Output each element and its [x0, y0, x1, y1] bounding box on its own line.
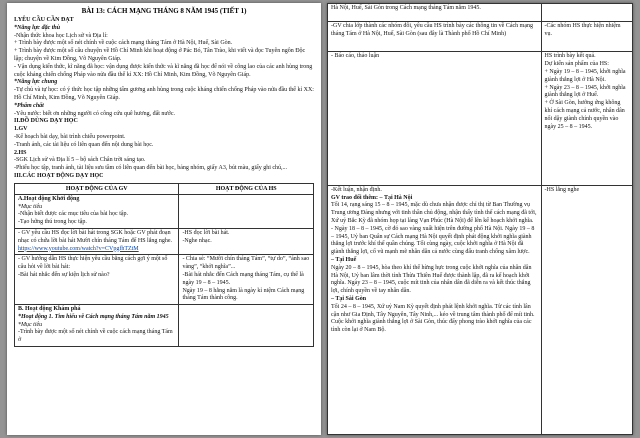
- text-line: Ngày 20 – 8 – 1945, hòa theo khí thế hừng hực trong cuộc khởi nghĩa của nhân dân Hà Nội, Uỷ ban lâm thời tỉnh Thừa Thiên Huế được thành lập, đã ra kế hoạch khởi nghĩa. Ngày 23 – 8 – 1945, cuộc mít tinh của nhân dân đã diễn ra và kết thúc thắng lợi, chính quyền về tay nhân dân.: [331, 264, 532, 295]
- cell-gv: [15, 228, 179, 254]
- text-line: *Năng lực chung: [14, 79, 58, 86]
- text-line: -SGK Lịch sử và Địa lí 5 – bộ sách Chân trời sáng tạo.: [14, 157, 146, 164]
- text-line: – Tại Sài Gòn: [331, 296, 367, 303]
- text-line: -Nhận thức khoa học Lịch sử và Địa lí:: [14, 32, 108, 39]
- table-row: [15, 305, 314, 347]
- text-line: GV trao đổi thêm: – Tại Hà Nội: [331, 194, 413, 201]
- text-line: *Mục tiêu: [18, 321, 43, 328]
- cell-gv: [15, 255, 179, 305]
- cell-gv: [15, 305, 179, 347]
- cell-gv: [328, 185, 542, 434]
- text-line: -Yêu nước: biết ơn những người có công cứu quê hương, đất nước.: [14, 110, 176, 117]
- document-page-right: [327, 3, 633, 435]
- cell-hs: [179, 305, 314, 347]
- header-hs: HOẠT ĐỘNG CỦA HS: [179, 183, 314, 194]
- text-line: -HS đọc lời bài hát.: [182, 229, 230, 236]
- text-line: A.Hoạt động Khởi động: [18, 195, 80, 202]
- text-line: + Ngày 23 – 8 – 1945, khởi nghĩa giành thắng lợi ở Huế.: [544, 84, 626, 99]
- text-line: 1.GV: [14, 126, 28, 133]
- table-row: [15, 194, 314, 228]
- text-line: B. Hoạt động Khám phá: [18, 306, 81, 313]
- cell-hs: [179, 194, 314, 228]
- document-page-left: [7, 3, 321, 435]
- text-line: *Năng lực đặc thù: [14, 24, 61, 31]
- text-line: -Kế hoạch bài dạy, bài trình chiếu powerpoint.: [14, 133, 126, 140]
- text-line: Ngày 19 – 8 hằng năm là ngày kỉ niệm Cách mạng tháng Tám thành công.: [182, 287, 305, 302]
- text-line: – Tại Huế: [331, 257, 357, 264]
- text-line: *Phẩm chất: [14, 102, 44, 109]
- text-line: Hà Nội, Huế, Sài Gòn trong Cách mạng tháng Tám năm 1945.: [331, 5, 481, 11]
- youtube-link[interactable]: https://www.youtube.com/watch?v=CVpgfhTZtM: [18, 245, 139, 252]
- text-line: III.CÁC HOẠT ĐỘNG DẠY HỌC: [14, 172, 104, 179]
- text-line: -Tạo hứng thú trong học tập.: [18, 219, 87, 226]
- cell-hs: [541, 185, 633, 434]
- text-line: -GV chia lớp thành các nhóm đôi, yêu cầu HS trình bày các thông tin về Cách mạng tháng Tám ở Hà Nội, Huế, Sài Gòn (sau đây là Thành phố Hồ Chí Minh): [331, 22, 534, 37]
- text-line: -Tự chủ và tự học: có ý thức học tập những tấm gương anh hùng trong cuộc kháng chiến chống Pháp vào nửa đầu thế kỉ XX: Hồ Chí Minh, Kim Đồng, Võ Nguyên Giáp.: [14, 87, 314, 101]
- header-gv: HOẠT ĐỘNG CỦA GV: [15, 183, 179, 194]
- table-row: [328, 4, 633, 22]
- text-line: *Hoạt động 1. Tìm hiểu về Cách mạng tháng Tám năm 1945: [18, 313, 169, 320]
- cell-gv: [328, 52, 542, 185]
- text-line: -HS lắng nghe: [544, 186, 580, 193]
- text-line: -Trình bày được một số nét chính về cuộc cách mạng tháng Tám ở: [18, 329, 173, 344]
- lesson-intro-blocks: [14, 17, 314, 181]
- table-row: [328, 52, 633, 185]
- lesson-title: BÀI 13: CÁCH MẠNG THÁNG 8 NĂM 1945 (TIẾT 1): [81, 7, 247, 15]
- text-line: 2.HS: [14, 149, 27, 156]
- text-line: - GV hướng dẫn HS thực hiện yêu cầu bằng cách gợi ý một số câu hỏi về lời bài hát:: [18, 256, 168, 271]
- cell-hs: [541, 4, 633, 22]
- table-row: [15, 228, 314, 254]
- text-line: - Chia sẻ: “Mười chín tháng Tám”, “tự do”, “ánh sao vàng”, “khởi nghĩa”...: [182, 256, 310, 271]
- cell-hs: [179, 255, 314, 305]
- text-line: - Báo cáo, thảo luận: [331, 53, 380, 60]
- text-line: -Nghe nhạc.: [182, 237, 212, 244]
- text-line: HS trình bày kết quả.: [544, 53, 596, 60]
- activities-table-continued: [327, 3, 633, 435]
- text-line: Dự kiến sản phẩm của HS:: [544, 61, 609, 68]
- text-line: -Kết luận, nhận định.: [331, 186, 382, 193]
- text-line: - GV yêu cầu HS đọc lời bài hát trong SGK hoặc GV phát đoạn nhạc có chứa lời bài hát Mười chín tháng Tám để HS lắng nghe.: [18, 229, 173, 244]
- table-row: [15, 255, 314, 305]
- text-line: II.ĐỒ DÙNG DẠY HỌC: [14, 118, 78, 125]
- table-row: [328, 185, 633, 434]
- text-line: - Vận dụng kiến thức, kĩ năng đã học: vận dụng được kiến thức và kĩ năng đã học để nói về công lao của các anh hùng trong cuộc kháng chiến chống Pháp vào nửa đầu thế kỉ XX: Hồ Chí Minh, Kim Đồng, Võ Nguyên Giáp.: [14, 63, 313, 78]
- text-line: -Bài hát nhắc đến Cách mạng tháng Tám, cụ thể là ngày 19 – 8 – 1945.: [182, 271, 304, 286]
- cell-hs: [541, 21, 633, 52]
- cell-gv: [15, 194, 179, 228]
- text-line: -Bài hát nhắc đến sự kiện lịch sử nào?: [18, 271, 110, 278]
- text-line: + Ở Sài Gòn, hưởng ứng không khí cách mạng cả nước, nhân dân nổi dậy giành chính quyền vào ngày 25 – 8 – 1945.: [544, 100, 625, 130]
- text-line: -Phiếu học tập, tranh ảnh, tài liệu sưu tầm có liên quan đến bài học, bảng nhóm, giấy A3, bút màu, giấy ghi chú,...: [14, 165, 288, 172]
- text-line: Tối 24 – 8 – 1945, Xứ uỷ Nam Kỳ quyết định phát lệnh khởi nghĩa. Từ các tỉnh lân cận như Gia Định, Tây Nguyên, Tây Ninh,... kéo về trung tâm thành phố để mít tinh. Cuộc khởi nghĩa giành thắng lợi ở Sài Gòn, thúc đẩy phong trào khởi nghĩa của các tỉnh còn lại ở Nam Bộ.: [331, 303, 535, 334]
- text-line: Tối 14, rạng sáng 15 – 8 – 1945, mặc dù chưa nhận được chỉ thị từ Ban Thường vụ Trung ương Đảng nhưng với tinh thần chủ động, nhận thấy tình thế cách mạng đã tới, Xứ uỷ Bắc Kỳ đã nhóm họp tại làng Vạn Phúc (Hà Nội) để lên kế hoạch khởi nghĩa.: [331, 202, 537, 225]
- text-line: I.YÊU CẦU CẦN ĐẠT: [14, 17, 74, 23]
- text-line: -Nhận biết được các mục tiêu của bài học tập.: [18, 211, 129, 218]
- text-line: -Các nhóm HS thực hiện nhiệm vụ.: [544, 22, 621, 37]
- text-line: -Tranh ảnh, các tài liệu có liên quan đến nội dung bài học.: [14, 141, 154, 148]
- activities-table: [14, 183, 314, 347]
- cell-gv: [328, 4, 542, 22]
- text-line: + Trình bày được một số nét chính về cuộc cách mạng tháng Tám ở Hà Nội, Huế, Sài Gòn.: [14, 40, 233, 47]
- text-line: *Mục tiêu: [18, 203, 43, 210]
- table-row: [328, 21, 633, 52]
- text-line: + Ngày 19 – 8 – 1945, khởi nghĩa giành thắng lợi ở Hà Nội.: [544, 69, 626, 83]
- cell-hs: [179, 228, 314, 254]
- text-line: - Ngày 18 – 8 – 1945, cờ đỏ sao vàng xuất hiện trên đường phố Hà Nội. Ngày 19 – 8 – 1945, Uỷ ban Quân sự Cách mạng Hà Nội quyết định phát động khởi nghĩa giành thắng lợi trước khí thế quần chúng. Tối cùng ngày, cuộc khởi nghĩa ở Hà Nội đã giành thắng lợi, cổ vũ mạnh mẽ nhân dân cả nước cùng đấu tranh chống xâm lược.: [331, 225, 535, 256]
- table-header-row: [15, 183, 314, 194]
- cell-hs: [541, 52, 633, 185]
- cell-gv: [328, 21, 542, 52]
- text-line: + Trình bày được một số câu chuyện về Hồ Chí Minh khi hoạt động ở Pác Bó, Tân Trào, khi viết và đọc Tuyên ngôn Độc lập; chuyện về Kim Đồng, Võ Nguyên Giáp.: [14, 48, 306, 62]
